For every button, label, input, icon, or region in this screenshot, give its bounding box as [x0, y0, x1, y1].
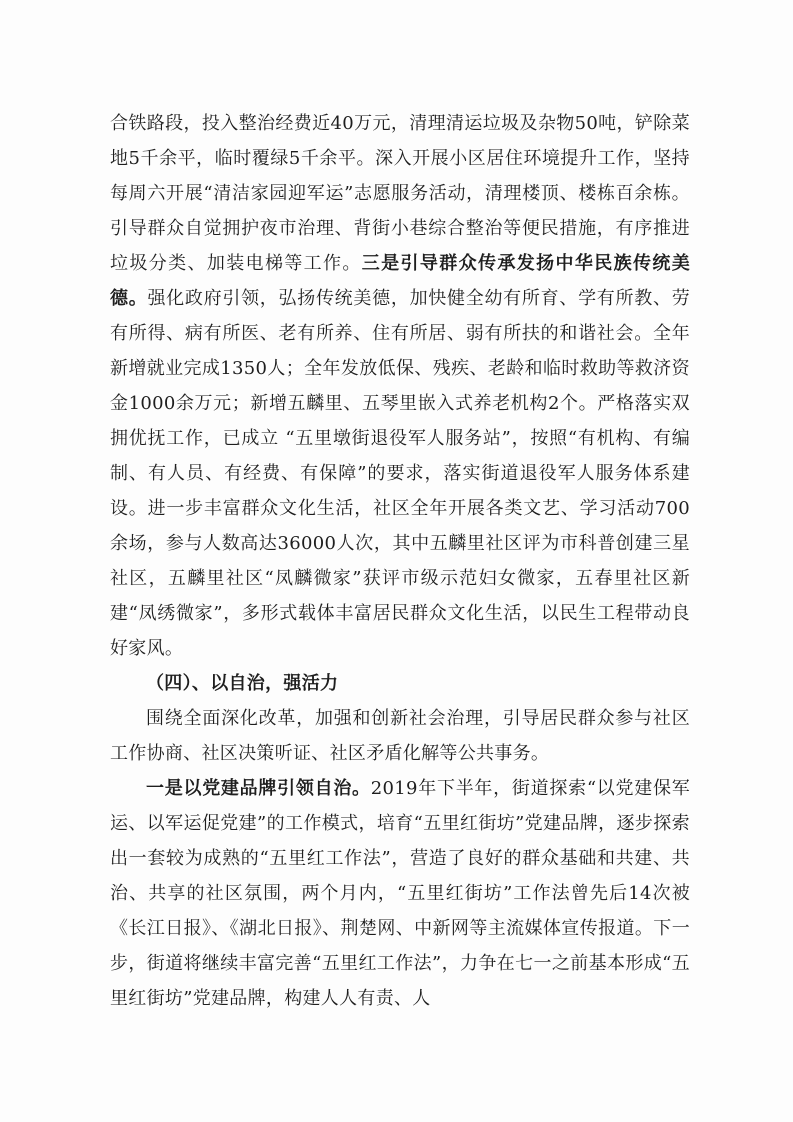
point-three-heading: 三是引导群众传承发扬中华民族传统美德。 [110, 253, 690, 309]
point-one-heading: 一是以党建品牌引领自治。 [146, 778, 371, 799]
section-four-intro: 围绕全面深化改革，加强和创新社会治理，引导居民群众参与社区工作协商、社区决策听证、社区矛盾化解等公共事务。 [110, 708, 690, 764]
section-four-heading: （四）、以自治，强活力 [146, 673, 339, 694]
paragraph-environment [110, 106, 690, 666]
paragraph-environment-text: 合铁路段，投入整治经费近40万元，清理清运垃圾及杂物50吨，铲除菜地5千余平，临时覆绿5千余平。深入开展小区居住环境提升工作，坚持每周六开展“清洁家园迎军运”志愿服务活动，清理楼顶、楼栋百余栋。引导群众自觉拥护夜市治理、背街小巷综合整治等便民措施，有序推进垃圾分类、加装电梯等工作。 [110, 113, 690, 274]
document-body [110, 106, 690, 1016]
point-three-text: 强化政府引领，弘扬传统美德，加快健全幼有所育、学有所教、劳有所得、病有所医、老有所养、住有所居、弱有所扶的和谐社会。全年新增就业完成1350人；全年发放低保、残疾、老龄和临时救助等救济资金1000余万元；新增五麟里、五琴里嵌入式养老机构2个。严格落实双拥优抚工作，已成立 “五里墩街退役军人服务站”，按照“有机构、有编制、有人员、有经费、有保障”的要求，落实街道退役军人服务体系建设。进一步丰富群众文化生活，社区全年开展各类文艺、学习活动700余场，参与人数高达36000人次，其中五麟里社区评为市科普创建三星社区，五麟里社区“凤麟微家”获评市级示范妇女微家，五春里社区新建“凤绣微家”，多形式载体丰富居民群众文化生活，以民生工程带动良好家风。 [110, 288, 690, 659]
paragraph-party-brand [110, 771, 690, 1016]
point-one-text: 2019年下半年，街道探索“以党建保军运、以军运促党建”的工作模式，培育“五里红街坊”党建品牌，逐步探索出一套较为成熟的“五里红工作法”，营造了良好的群众基础和共建、共治、共享的社区氛围，两个月内，“五里红街坊”工作法曾先后14次被《长江日报》、《湖北日报》、荆楚网、中新网等主流媒体宣传报道。下一步，街道将继续丰富完善“五里红工作法”，力争在七一之前基本形成“五里红街坊”党建品牌，构建人人有责、人 [110, 778, 690, 1009]
